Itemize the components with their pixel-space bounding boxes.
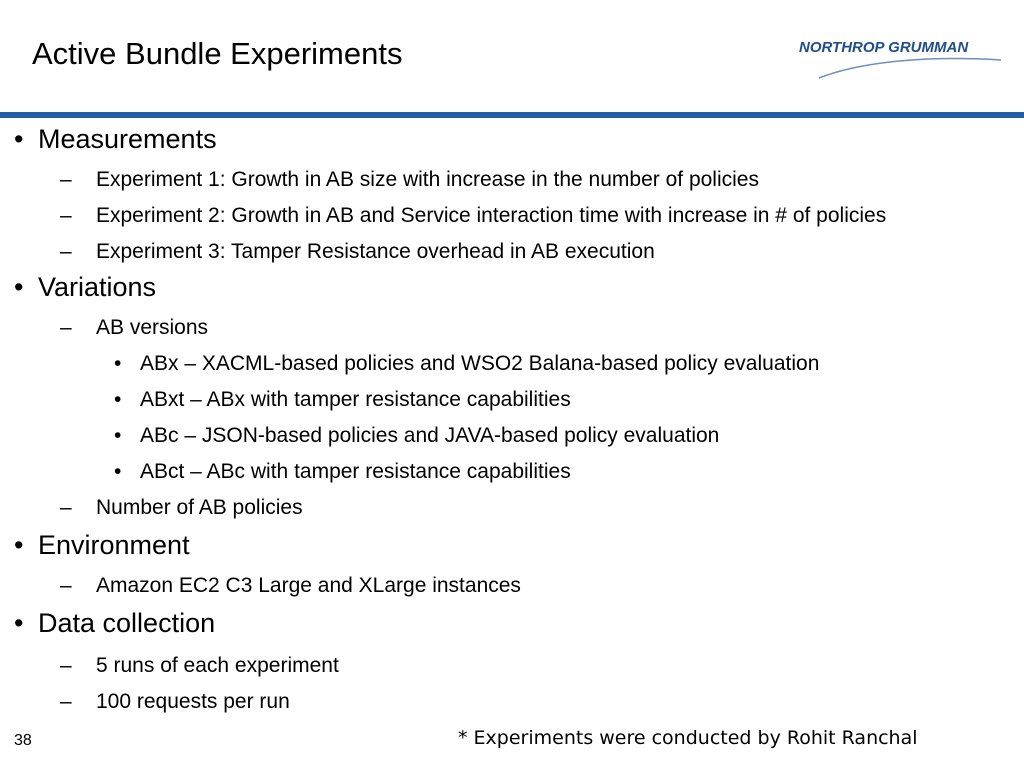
sub-sub-item-text: ABc – JSON-based policies and JAVA-based policy evaluation [140, 424, 720, 447]
sub-item-text: 100 requests per run [96, 690, 290, 713]
bullet-text: Measurements [38, 124, 217, 154]
bullet-mark: • [14, 272, 24, 302]
sub-item-text: Experiment 1: Growth in AB size with increase in the number of policies [96, 168, 759, 191]
dash-mark: – [60, 204, 72, 227]
title-divider [0, 112, 1024, 118]
bullet-text: Environment [38, 530, 190, 560]
dash-mark: – [60, 240, 72, 263]
sub-item-text: Experiment 3: Tamper Resistance overhead in AB execution [96, 240, 655, 263]
sub-sub-item-text: ABct – ABc with tamper resistance capabilities [140, 460, 571, 483]
bullet-mark: • [14, 124, 24, 154]
bullet-text: Variations [38, 272, 157, 302]
northrop-grumman-logo [795, 34, 1005, 82]
sub-item-text: Number of AB policies [96, 496, 303, 519]
sub-sub-item-text: ABxt – ABx with tamper resistance capabilities [140, 388, 571, 411]
sub-item-text: AB versions [96, 316, 209, 339]
bullet-mark: • [14, 530, 24, 560]
dash-mark: – [60, 654, 72, 677]
bullet-mark: • [114, 388, 122, 411]
dash-mark: – [60, 316, 72, 339]
page-number: 38 [14, 732, 32, 749]
logo-wordmark: NORTHROP GRUMMAN [799, 39, 969, 56]
bullet-mark: • [114, 352, 122, 375]
sub-item-text: Experiment 2: Growth in AB and Service interaction time with increase in # of policies [96, 204, 887, 227]
dash-mark: – [60, 690, 72, 713]
dash-mark: – [60, 168, 72, 191]
sub-item-text: Amazon EC2 C3 Large and XLarge instances [96, 574, 521, 597]
bullet-text: Data collection [38, 608, 216, 638]
footnote: * Experiments were conducted by Rohit Ranchal [458, 727, 918, 749]
sub-sub-item-text: ABx – XACML-based policies and WSO2 Balana-based policy evaluation [140, 352, 820, 375]
bullet-mark: • [114, 460, 122, 483]
slide-title: Active Bundle Experiments [32, 36, 403, 71]
bullet-mark: • [14, 608, 24, 638]
bullet-mark: • [114, 424, 122, 447]
logo-swoosh [819, 59, 1001, 78]
dash-mark: – [60, 496, 72, 519]
dash-mark: – [60, 574, 72, 597]
sub-item-text: 5 runs of each experiment [96, 654, 339, 677]
